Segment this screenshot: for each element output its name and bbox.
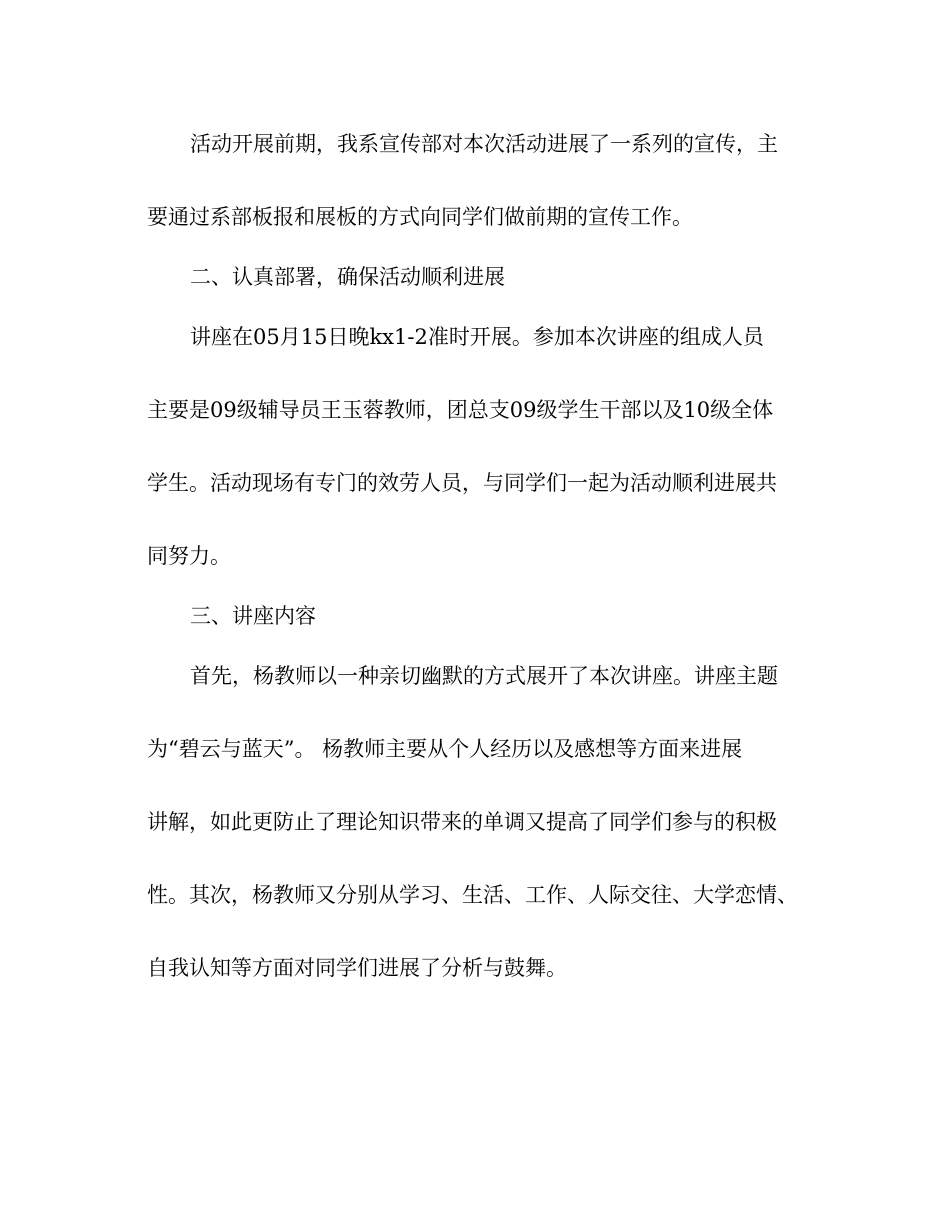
paragraph-1-line-2: 要通过系部板报和展板的方式向同学们做前期的宣传工作。 bbox=[147, 205, 693, 229]
paragraph-3-line-5: 自我认知等方面对同学们进展了分析与鼓舞。 bbox=[147, 956, 567, 980]
paragraph-1-line-1: 活动开展前期，我系宣传部对本次活动进展了一系列的宣传，主 bbox=[190, 132, 778, 156]
paragraph-3-line-4: 性。其次，杨教师又分别从学习、生活、工作、人际交往、大学恋情、 bbox=[147, 883, 798, 907]
paragraph-3-line-1: 首先，杨教师以一种亲切幽默的方式展开了本次讲座。讲座主题 bbox=[190, 664, 778, 688]
paragraph-3-line-3: 讲解，如此更防止了理论知识带来的单调又提高了同学们参与的积极 bbox=[147, 810, 777, 834]
section-heading-2: 二、认真部署，确保活动顺利进展 bbox=[190, 265, 505, 289]
section-heading-3: 三、讲座内容 bbox=[190, 604, 316, 628]
paragraph-2-line-2: 主要是09级辅导员王玉蓉教师，团总支09级学生干部以及10级全体 bbox=[147, 398, 774, 422]
paragraph-2-line-4: 同努力。 bbox=[147, 544, 231, 568]
paragraph-2-line-1: 讲座在05月15日晚kx1-2准时开展。参加本次讲座的组成人员 bbox=[190, 325, 764, 349]
paragraph-2-line-3: 学生。活动现场有专门的效劳人员，与同学们一起为活动顺利进展共 bbox=[147, 471, 777, 495]
paragraph-3-line-2: 为“碧云与蓝天”。 杨教师主要从个人经历以及感想等方面来进展 bbox=[147, 737, 743, 761]
